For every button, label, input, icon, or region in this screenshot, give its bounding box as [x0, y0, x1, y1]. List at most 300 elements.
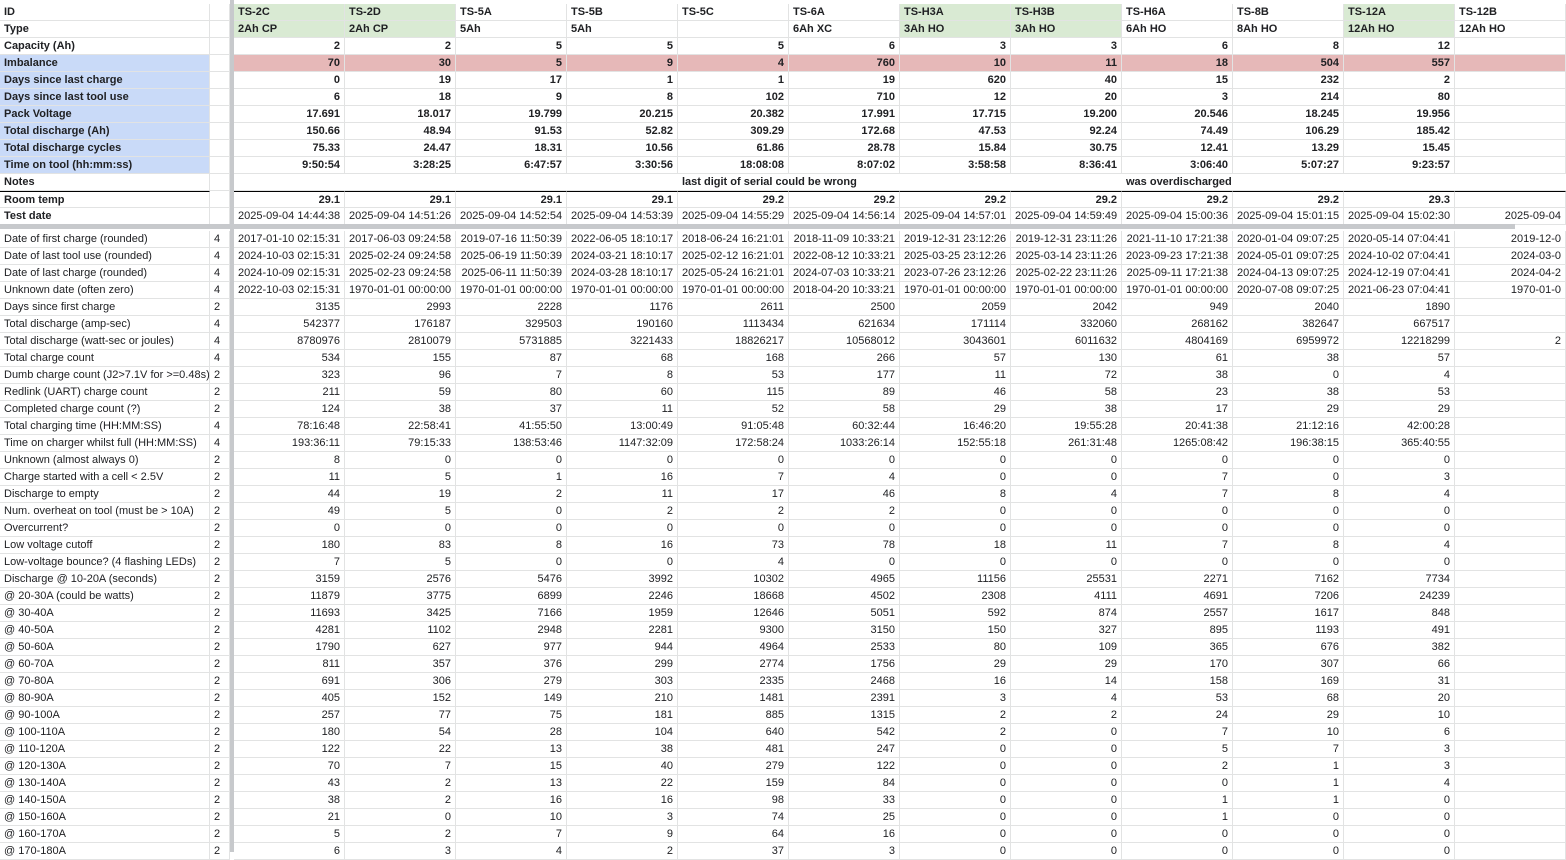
- data-cell[interactable]: 0: [1344, 826, 1455, 843]
- data-cell[interactable]: 29.1: [456, 191, 567, 208]
- data-cell[interactable]: 4111: [1011, 588, 1122, 605]
- data-cell[interactable]: 30.75: [1011, 140, 1122, 157]
- data-cell[interactable]: 0: [1233, 469, 1344, 486]
- data-cell[interactable]: 28: [456, 724, 567, 741]
- data-cell[interactable]: 1: [1122, 792, 1233, 809]
- data-cell[interactable]: 9:50:54: [234, 157, 345, 174]
- data-cell[interactable]: 949: [1122, 299, 1233, 316]
- data-cell[interactable]: 155: [345, 350, 456, 367]
- data-cell[interactable]: [1011, 174, 1122, 191]
- data-cell[interactable]: 6Ah HO: [1122, 21, 1233, 38]
- data-cell[interactable]: 29: [1233, 707, 1344, 724]
- data-cell[interactable]: 0: [1122, 452, 1233, 469]
- data-cell[interactable]: 180: [234, 537, 345, 554]
- data-cell[interactable]: 12218299: [1344, 333, 1455, 350]
- data-cell[interactable]: TS-2C: [234, 4, 345, 21]
- row-empty-cell[interactable]: [210, 208, 230, 225]
- data-cell[interactable]: 0: [789, 554, 900, 571]
- data-cell[interactable]: 1970-01-0: [1455, 282, 1566, 299]
- data-cell[interactable]: 17: [456, 72, 567, 89]
- data-cell[interactable]: 7: [345, 758, 456, 775]
- data-cell[interactable]: 19.200: [1011, 106, 1122, 123]
- byte-length-cell[interactable]: 4: [210, 333, 230, 350]
- data-cell[interactable]: 3:58:58: [900, 157, 1011, 174]
- data-cell[interactable]: 7: [1233, 741, 1344, 758]
- data-cell[interactable]: 2020-05-14 07:04:41: [1344, 231, 1455, 248]
- data-cell[interactable]: 2: [345, 792, 456, 809]
- data-cell[interactable]: 0: [1233, 520, 1344, 537]
- data-cell[interactable]: 2025-09-04 14:51:26: [345, 208, 456, 225]
- data-cell[interactable]: 8: [1233, 486, 1344, 503]
- data-cell[interactable]: [1455, 724, 1566, 741]
- data-cell[interactable]: [1455, 741, 1566, 758]
- data-cell[interactable]: 8Ah HO: [1233, 21, 1344, 38]
- data-cell[interactable]: 691: [234, 673, 345, 690]
- data-cell[interactable]: 0: [456, 520, 567, 537]
- data-cell[interactable]: 53: [1122, 690, 1233, 707]
- row-label[interactable]: @ 120-130A: [0, 758, 210, 775]
- data-cell[interactable]: 64: [678, 826, 789, 843]
- data-cell[interactable]: 19.956: [1344, 106, 1455, 123]
- byte-length-cell[interactable]: 4: [210, 282, 230, 299]
- data-cell[interactable]: 557: [1344, 55, 1455, 72]
- data-cell[interactable]: 3:06:40: [1122, 157, 1233, 174]
- data-cell[interactable]: [345, 174, 456, 191]
- data-cell[interactable]: 247: [789, 741, 900, 758]
- data-cell[interactable]: 78: [789, 537, 900, 554]
- data-cell[interactable]: 6: [234, 89, 345, 106]
- data-cell[interactable]: 2468: [789, 673, 900, 690]
- data-cell[interactable]: 176187: [345, 316, 456, 333]
- data-cell[interactable]: 29: [900, 656, 1011, 673]
- data-cell[interactable]: 5: [1122, 741, 1233, 758]
- data-cell[interactable]: [1455, 55, 1566, 72]
- data-cell[interactable]: 2: [345, 775, 456, 792]
- data-cell[interactable]: 5476: [456, 571, 567, 588]
- data-cell[interactable]: 0: [1233, 503, 1344, 520]
- data-cell[interactable]: 158: [1122, 673, 1233, 690]
- byte-length-cell[interactable]: 4: [210, 418, 230, 435]
- data-cell[interactable]: 2024-04-2: [1455, 265, 1566, 282]
- data-cell[interactable]: 12.41: [1122, 140, 1233, 157]
- data-cell[interactable]: 5051: [789, 605, 900, 622]
- data-cell[interactable]: 382647: [1233, 316, 1344, 333]
- data-cell[interactable]: 0: [900, 554, 1011, 571]
- data-cell[interactable]: 2025-09-04 14:59:49: [1011, 208, 1122, 225]
- data-cell[interactable]: 0: [900, 520, 1011, 537]
- data-cell[interactable]: 210: [567, 690, 678, 707]
- row-label[interactable]: Discharge @ 10-20A (seconds): [0, 571, 210, 588]
- byte-length-cell[interactable]: 2: [210, 588, 230, 605]
- data-cell[interactable]: 2024-05-01 09:07:25: [1233, 248, 1344, 265]
- data-cell[interactable]: 2: [900, 724, 1011, 741]
- data-cell[interactable]: 214: [1233, 89, 1344, 106]
- data-cell[interactable]: 0: [678, 520, 789, 537]
- data-cell[interactable]: 534: [234, 350, 345, 367]
- data-cell[interactable]: 2: [345, 38, 456, 55]
- data-cell[interactable]: 24: [1122, 707, 1233, 724]
- data-cell[interactable]: TS-5B: [567, 4, 678, 21]
- data-cell[interactable]: [234, 174, 345, 191]
- data-cell[interactable]: 80: [1344, 89, 1455, 106]
- data-cell[interactable]: 19: [789, 72, 900, 89]
- data-cell[interactable]: 10568012: [789, 333, 900, 350]
- data-cell[interactable]: 29.2: [900, 191, 1011, 208]
- data-cell[interactable]: 38: [1011, 401, 1122, 418]
- data-cell[interactable]: 874: [1011, 605, 1122, 622]
- data-cell[interactable]: 1970-01-01 00:00:00: [567, 282, 678, 299]
- data-cell[interactable]: 29.3: [1344, 191, 1455, 208]
- data-cell[interactable]: 6: [1344, 724, 1455, 741]
- data-cell[interactable]: 1315: [789, 707, 900, 724]
- data-cell[interactable]: 5: [345, 554, 456, 571]
- byte-length-cell[interactable]: 2: [210, 469, 230, 486]
- data-cell[interactable]: 4964: [678, 639, 789, 656]
- data-cell[interactable]: 29: [1233, 401, 1344, 418]
- data-cell[interactable]: 38: [567, 741, 678, 758]
- byte-length-cell[interactable]: 2: [210, 384, 230, 401]
- data-cell[interactable]: 323: [234, 367, 345, 384]
- row-label[interactable]: Low voltage cutoff: [0, 537, 210, 554]
- data-cell[interactable]: [1455, 690, 1566, 707]
- data-cell[interactable]: 2: [1344, 72, 1455, 89]
- data-cell[interactable]: [1455, 350, 1566, 367]
- data-cell[interactable]: 6959972: [1233, 333, 1344, 350]
- byte-length-cell[interactable]: 2: [210, 520, 230, 537]
- data-cell[interactable]: 10302: [678, 571, 789, 588]
- data-cell[interactable]: 31: [1344, 673, 1455, 690]
- data-cell[interactable]: 2025-03-25 23:12:26: [900, 248, 1011, 265]
- data-cell[interactable]: 2018-06-24 16:21:01: [678, 231, 789, 248]
- data-cell[interactable]: 4691: [1122, 588, 1233, 605]
- data-cell[interactable]: 4: [1011, 690, 1122, 707]
- data-cell[interactable]: 3: [1344, 741, 1455, 758]
- data-cell[interactable]: 22: [567, 775, 678, 792]
- data-cell[interactable]: 29.2: [678, 191, 789, 208]
- data-cell[interactable]: 2025-03-14 23:11:26: [1011, 248, 1122, 265]
- data-cell[interactable]: 3: [1344, 469, 1455, 486]
- data-cell[interactable]: 20: [1344, 690, 1455, 707]
- data-cell[interactable]: 18:08:08: [678, 157, 789, 174]
- data-cell[interactable]: 1102: [345, 622, 456, 639]
- data-cell[interactable]: 7206: [1233, 588, 1344, 605]
- data-cell[interactable]: 3:28:25: [345, 157, 456, 174]
- data-cell[interactable]: 4502: [789, 588, 900, 605]
- data-cell[interactable]: 0: [1011, 792, 1122, 809]
- data-cell[interactable]: 0: [900, 503, 1011, 520]
- data-cell[interactable]: 0: [1344, 452, 1455, 469]
- data-cell[interactable]: 17: [1122, 401, 1233, 418]
- data-cell[interactable]: 152:55:18: [900, 435, 1011, 452]
- data-cell[interactable]: 0: [1011, 843, 1122, 860]
- data-cell[interactable]: 0: [900, 758, 1011, 775]
- row-empty-cell[interactable]: [210, 106, 230, 123]
- data-cell[interactable]: 38: [1233, 350, 1344, 367]
- data-cell[interactable]: 2017-06-03 09:24:58: [345, 231, 456, 248]
- data-cell[interactable]: 9:23:57: [1344, 157, 1455, 174]
- data-cell[interactable]: [1455, 140, 1566, 157]
- data-cell[interactable]: 22:58:41: [345, 418, 456, 435]
- data-cell[interactable]: 11693: [234, 605, 345, 622]
- data-cell[interactable]: 0: [1011, 758, 1122, 775]
- data-cell[interactable]: 122: [789, 758, 900, 775]
- data-cell[interactable]: 2025-09-11 17:21:38: [1122, 265, 1233, 282]
- data-cell[interactable]: 977: [456, 639, 567, 656]
- data-cell[interactable]: 2Ah CP: [234, 21, 345, 38]
- row-empty-cell[interactable]: [210, 174, 230, 191]
- data-cell[interactable]: 6: [1122, 38, 1233, 55]
- row-label[interactable]: Total discharge (amp-sec): [0, 316, 210, 333]
- data-cell[interactable]: 25531: [1011, 571, 1122, 588]
- byte-length-cell[interactable]: 2: [210, 775, 230, 792]
- data-cell[interactable]: 37: [456, 401, 567, 418]
- row-label[interactable]: Date of last tool use (rounded): [0, 248, 210, 265]
- byte-length-cell[interactable]: 2: [210, 452, 230, 469]
- data-cell[interactable]: 2025-09-04 14:57:01: [900, 208, 1011, 225]
- data-cell[interactable]: 29: [1344, 401, 1455, 418]
- data-cell[interactable]: 3Ah HO: [900, 21, 1011, 38]
- data-cell[interactable]: 115: [678, 384, 789, 401]
- data-cell[interactable]: 2018-04-20 10:33:21: [789, 282, 900, 299]
- data-cell[interactable]: 0: [1344, 792, 1455, 809]
- data-cell[interactable]: 74.49: [1122, 123, 1233, 140]
- data-cell[interactable]: 57: [1344, 350, 1455, 367]
- data-cell[interactable]: TS-H3B: [1011, 4, 1122, 21]
- data-cell[interactable]: 21: [234, 809, 345, 826]
- data-cell[interactable]: 1193: [1233, 622, 1344, 639]
- data-cell[interactable]: 172.68: [789, 123, 900, 140]
- data-cell[interactable]: 0: [1344, 554, 1455, 571]
- data-cell[interactable]: 0: [900, 826, 1011, 843]
- data-cell[interactable]: 13: [456, 741, 567, 758]
- data-cell[interactable]: 3: [900, 38, 1011, 55]
- data-cell[interactable]: 2948: [456, 622, 567, 639]
- data-cell[interactable]: 58: [789, 401, 900, 418]
- data-cell[interactable]: 29.2: [789, 191, 900, 208]
- data-cell[interactable]: 7: [456, 367, 567, 384]
- data-cell[interactable]: 20.215: [567, 106, 678, 123]
- row-label[interactable]: Type: [0, 21, 210, 38]
- data-cell[interactable]: 0: [1011, 554, 1122, 571]
- data-cell[interactable]: 11879: [234, 588, 345, 605]
- data-cell[interactable]: 2023-09-23 17:21:38: [1122, 248, 1233, 265]
- data-cell[interactable]: [1455, 72, 1566, 89]
- row-label[interactable]: Date of last charge (rounded): [0, 265, 210, 282]
- data-cell[interactable]: 4: [1344, 486, 1455, 503]
- data-cell[interactable]: 2025-02-24 09:24:58: [345, 248, 456, 265]
- data-cell[interactable]: 0: [1011, 503, 1122, 520]
- data-cell[interactable]: [1455, 588, 1566, 605]
- row-label[interactable]: Imbalance: [0, 55, 210, 72]
- data-cell[interactable]: 0: [1233, 843, 1344, 860]
- data-cell[interactable]: 2018-11-09 10:33:21: [789, 231, 900, 248]
- data-cell[interactable]: 0: [900, 775, 1011, 792]
- data-cell[interactable]: 5: [345, 503, 456, 520]
- data-cell[interactable]: 2021-11-10 17:21:38: [1122, 231, 1233, 248]
- data-cell[interactable]: 8:36:41: [1011, 157, 1122, 174]
- data-cell[interactable]: 1970-01-01 00:00:00: [1122, 282, 1233, 299]
- data-cell[interactable]: 12Ah HO: [1344, 21, 1455, 38]
- data-cell[interactable]: 2025-09-04 14:52:54: [456, 208, 567, 225]
- data-cell[interactable]: 3: [567, 809, 678, 826]
- data-cell[interactable]: 17.691: [234, 106, 345, 123]
- data-cell[interactable]: 181: [567, 707, 678, 724]
- data-cell[interactable]: last digit of serial could be wrong: [678, 174, 789, 191]
- data-cell[interactable]: [1455, 106, 1566, 123]
- data-cell[interactable]: 18.245: [1233, 106, 1344, 123]
- row-label[interactable]: @ 20-30A (could be watts): [0, 588, 210, 605]
- data-cell[interactable]: 1617: [1233, 605, 1344, 622]
- data-cell[interactable]: 54: [345, 724, 456, 741]
- data-cell[interactable]: 30: [345, 55, 456, 72]
- frozen-row-divider[interactable]: [0, 224, 1515, 229]
- data-cell[interactable]: 2: [678, 503, 789, 520]
- data-cell[interactable]: 2059: [900, 299, 1011, 316]
- data-cell[interactable]: 80: [456, 384, 567, 401]
- data-cell[interactable]: 1970-01-01 00:00:00: [678, 282, 789, 299]
- data-cell[interactable]: [1455, 316, 1566, 333]
- data-cell[interactable]: 1: [1233, 792, 1344, 809]
- data-cell[interactable]: 11: [1011, 55, 1122, 72]
- data-cell[interactable]: 0: [567, 520, 678, 537]
- data-cell[interactable]: 376: [456, 656, 567, 673]
- data-cell[interactable]: 38: [345, 401, 456, 418]
- byte-length-cell[interactable]: 4: [210, 316, 230, 333]
- data-cell[interactable]: 177: [789, 367, 900, 384]
- data-cell[interactable]: 481: [678, 741, 789, 758]
- data-cell[interactable]: 72: [1011, 367, 1122, 384]
- data-cell[interactable]: 0: [456, 452, 567, 469]
- row-label[interactable]: @ 150-160A: [0, 809, 210, 826]
- data-cell[interactable]: [1455, 503, 1566, 520]
- data-cell[interactable]: 327: [1011, 622, 1122, 639]
- data-cell[interactable]: 24.47: [345, 140, 456, 157]
- data-cell[interactable]: 11: [234, 469, 345, 486]
- data-cell[interactable]: 2025-06-19 11:50:39: [456, 248, 567, 265]
- data-cell[interactable]: 211: [234, 384, 345, 401]
- data-cell[interactable]: 232: [1233, 72, 1344, 89]
- data-cell[interactable]: TS-5A: [456, 4, 567, 21]
- data-cell[interactable]: [1455, 486, 1566, 503]
- data-cell[interactable]: 1481: [678, 690, 789, 707]
- row-label[interactable]: @ 140-150A: [0, 792, 210, 809]
- byte-length-cell[interactable]: 4: [210, 265, 230, 282]
- data-cell[interactable]: 2025-05-24 16:21:01: [678, 265, 789, 282]
- data-cell[interactable]: 303: [567, 673, 678, 690]
- data-cell[interactable]: 12: [1344, 38, 1455, 55]
- data-cell[interactable]: 2025-02-22 23:11:26: [1011, 265, 1122, 282]
- data-cell[interactable]: 11: [900, 367, 1011, 384]
- data-cell[interactable]: 13: [456, 775, 567, 792]
- data-cell[interactable]: 0: [1122, 554, 1233, 571]
- data-cell[interactable]: 944: [567, 639, 678, 656]
- data-cell[interactable]: 18: [345, 89, 456, 106]
- data-cell[interactable]: 2: [1011, 707, 1122, 724]
- byte-length-cell[interactable]: 2: [210, 622, 230, 639]
- data-cell[interactable]: 329503: [456, 316, 567, 333]
- data-cell[interactable]: 104: [567, 724, 678, 741]
- row-empty-cell[interactable]: [210, 157, 230, 174]
- byte-length-cell[interactable]: 2: [210, 605, 230, 622]
- data-cell[interactable]: 0: [456, 503, 567, 520]
- data-cell[interactable]: TS-6A: [789, 4, 900, 21]
- data-cell[interactable]: [1455, 469, 1566, 486]
- data-cell[interactable]: 16: [900, 673, 1011, 690]
- data-cell[interactable]: 542: [789, 724, 900, 741]
- data-cell[interactable]: TS-2D: [345, 4, 456, 21]
- data-cell[interactable]: 0: [900, 843, 1011, 860]
- data-cell[interactable]: [900, 174, 1011, 191]
- data-cell[interactable]: 9300: [678, 622, 789, 639]
- data-cell[interactable]: 21:12:16: [1233, 418, 1344, 435]
- data-cell[interactable]: 2040: [1233, 299, 1344, 316]
- data-cell[interactable]: 2391: [789, 690, 900, 707]
- data-cell[interactable]: 2042: [1011, 299, 1122, 316]
- data-cell[interactable]: 16: [456, 792, 567, 809]
- data-cell[interactable]: 60:32:44: [789, 418, 900, 435]
- data-cell[interactable]: 2023-07-26 23:12:26: [900, 265, 1011, 282]
- data-cell[interactable]: 150: [900, 622, 1011, 639]
- byte-length-cell[interactable]: 2: [210, 792, 230, 809]
- byte-length-cell[interactable]: 2: [210, 843, 230, 860]
- data-cell[interactable]: 28.78: [789, 140, 900, 157]
- data-cell[interactable]: 38: [1233, 384, 1344, 401]
- data-cell[interactable]: 52: [678, 401, 789, 418]
- data-cell[interactable]: 3: [345, 843, 456, 860]
- data-cell[interactable]: 2022-06-05 18:10:17: [567, 231, 678, 248]
- data-cell[interactable]: 0: [234, 72, 345, 89]
- data-cell[interactable]: 196:38:15: [1233, 435, 1344, 452]
- data-cell[interactable]: 78:16:48: [234, 418, 345, 435]
- data-cell[interactable]: 0: [1122, 503, 1233, 520]
- data-cell[interactable]: 0: [1233, 554, 1344, 571]
- data-cell[interactable]: 3: [900, 690, 1011, 707]
- data-cell[interactable]: 5: [456, 38, 567, 55]
- data-cell[interactable]: 2: [567, 843, 678, 860]
- data-cell[interactable]: 0: [567, 452, 678, 469]
- data-cell[interactable]: 0: [1344, 520, 1455, 537]
- byte-length-cell[interactable]: 2: [210, 571, 230, 588]
- data-cell[interactable]: 1147:32:09: [567, 435, 678, 452]
- data-cell[interactable]: 2228: [456, 299, 567, 316]
- data-cell[interactable]: 7: [678, 469, 789, 486]
- data-cell[interactable]: 48.94: [345, 123, 456, 140]
- data-cell[interactable]: 2: [789, 503, 900, 520]
- data-cell[interactable]: 19: [345, 486, 456, 503]
- data-cell[interactable]: 180: [234, 724, 345, 741]
- data-cell[interactable]: 2025-06-11 11:50:39: [456, 265, 567, 282]
- data-cell[interactable]: 8: [1233, 537, 1344, 554]
- data-cell[interactable]: 29.1: [345, 191, 456, 208]
- data-cell[interactable]: 19.799: [456, 106, 567, 123]
- data-cell[interactable]: 75.33: [234, 140, 345, 157]
- data-cell[interactable]: 365:40:55: [1344, 435, 1455, 452]
- row-label[interactable]: Total discharge (Ah): [0, 123, 210, 140]
- data-cell[interactable]: 3Ah HO: [1011, 21, 1122, 38]
- data-cell[interactable]: 149: [456, 690, 567, 707]
- data-cell[interactable]: 4281: [234, 622, 345, 639]
- data-cell[interactable]: 53: [1344, 384, 1455, 401]
- data-cell[interactable]: 266: [789, 350, 900, 367]
- data-cell[interactable]: 4: [1011, 486, 1122, 503]
- row-label[interactable]: Total charging time (HH:MM:SS): [0, 418, 210, 435]
- data-cell[interactable]: 70: [234, 55, 345, 72]
- data-cell[interactable]: 3221433: [567, 333, 678, 350]
- data-cell[interactable]: 2024-10-09 02:15:31: [234, 265, 345, 282]
- data-cell[interactable]: 18.31: [456, 140, 567, 157]
- data-cell[interactable]: 8: [900, 486, 1011, 503]
- data-cell[interactable]: 70: [234, 758, 345, 775]
